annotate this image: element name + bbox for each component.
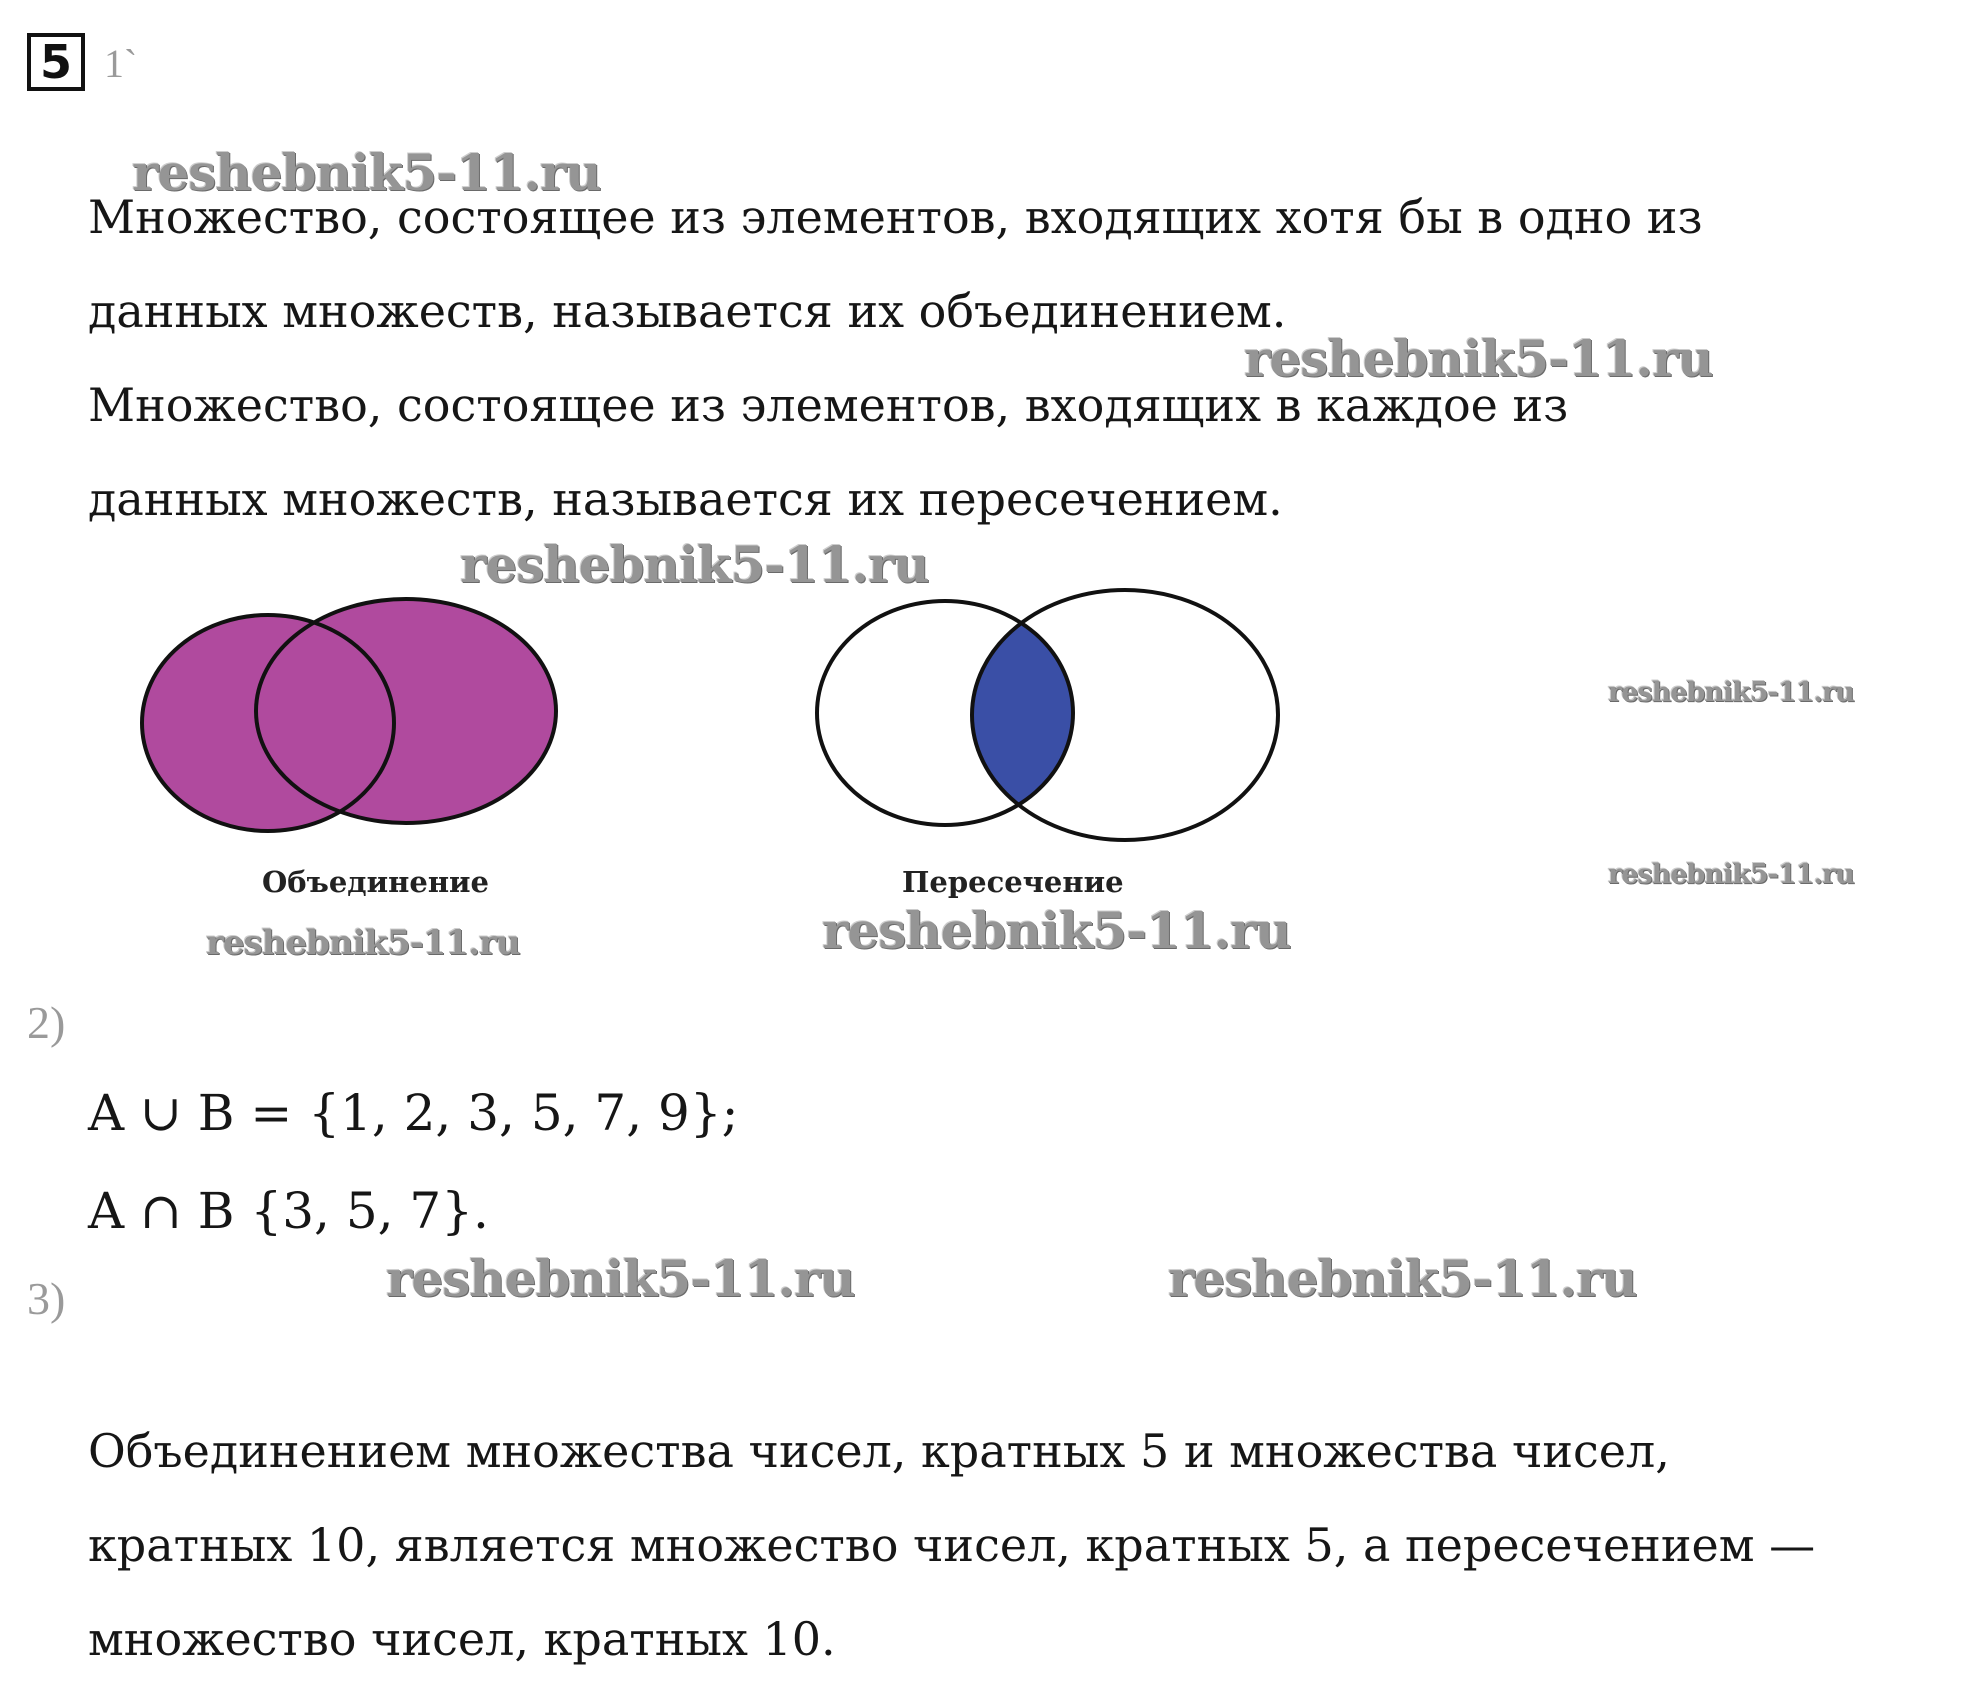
intersection-definition-line: Множество, состоящее из элементов, входящих в каждое из [88, 378, 1569, 432]
watermark: reshebnik5-11.ru [1168, 1249, 1637, 1308]
watermark: reshebnik5-11.ru [132, 143, 601, 202]
watermark: reshebnik5-11.ru [386, 1249, 855, 1308]
part-label-2: 2) [27, 997, 66, 1048]
union-caption: Объединение [262, 865, 490, 899]
union-diagram [142, 599, 556, 831]
union-definition-line: Множество, состоящее из элементов, входящих хотя бы в одно из [88, 190, 1703, 244]
part-label-1: 1` [104, 41, 138, 86]
answer-line: кратных 10, является множество чисел, кратных 5, а пересечением — [88, 1518, 1816, 1572]
task-number: 5 [39, 35, 72, 89]
answer-line: Объединением множества чисел, кратных 5 и множества чисел, [88, 1424, 1670, 1478]
part-label-3: 3) [27, 1273, 66, 1324]
answer-line: множество чисел, кратных 10. [88, 1612, 836, 1666]
union-definition-line: данных множеств, называется их объединением. [88, 284, 1287, 338]
union-formula: A ∪ B = {1, 2, 3, 5, 7, 9}; [88, 1084, 739, 1142]
watermark: reshebnik5-11.ru [206, 923, 520, 963]
watermark: reshebnik5-11.ru [460, 535, 929, 594]
watermark: reshebnik5-11.ru [1608, 677, 1854, 708]
intersection-formula: A ∩ B {3, 5, 7}. [88, 1182, 489, 1240]
watermark: reshebnik5-11.ru [822, 901, 1291, 960]
section3-answer [88, 1404, 1815, 1686]
intersection-diagram [817, 590, 1278, 840]
intersection-caption: Пересечение [902, 865, 1124, 899]
watermark: reshebnik5-11.ru [1244, 329, 1713, 388]
watermark: reshebnik5-11.ru [1608, 859, 1854, 890]
intersection-definition-line: данных множеств, называется их пересечением. [88, 472, 1283, 526]
task-number-box [27, 33, 85, 91]
